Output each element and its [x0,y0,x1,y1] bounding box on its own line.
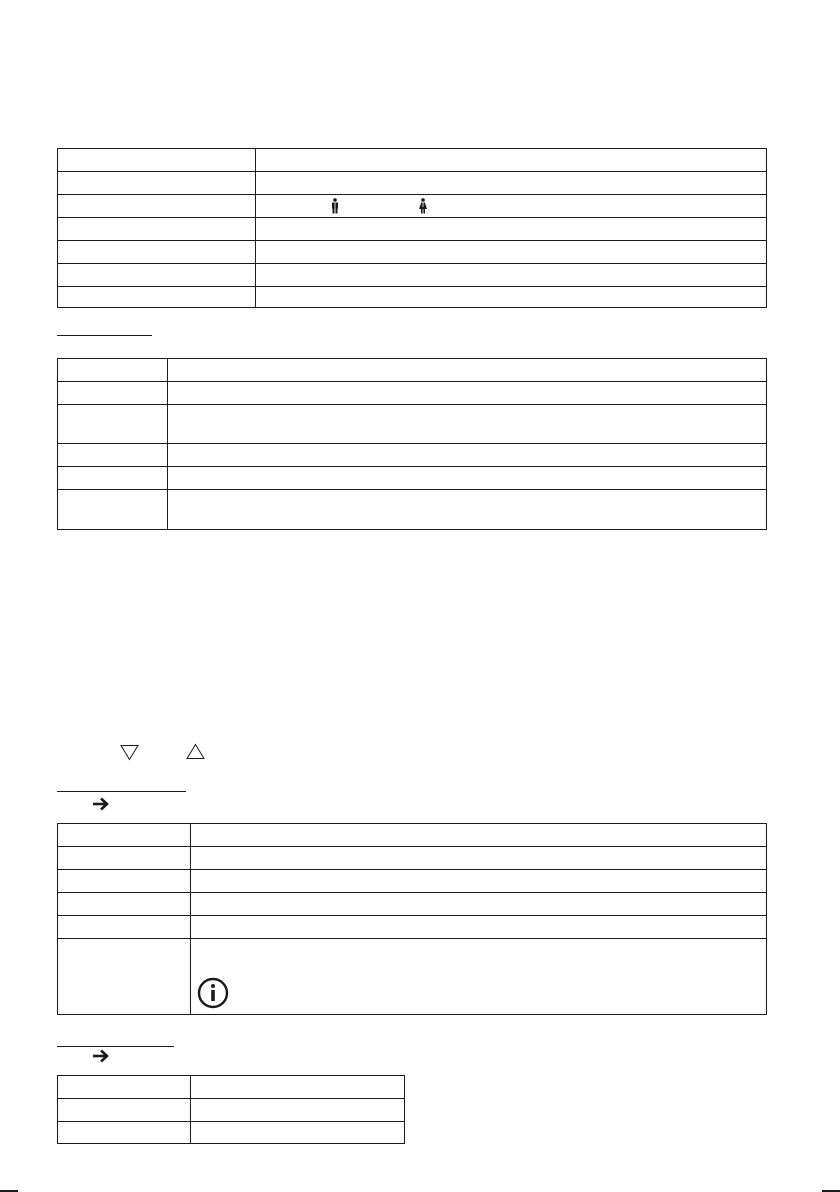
table-cell [58,893,191,916]
table-row [58,893,767,916]
table-cell [58,847,191,870]
table-row [58,195,767,218]
table-row [58,916,767,939]
table-row [58,382,767,405]
table-cell [58,359,168,382]
table-row [58,1122,405,1144]
table-row [58,287,767,308]
table-cell [168,490,767,530]
table-cell [256,287,767,308]
table-row [58,218,767,241]
table-cell [256,241,767,264]
table-row [58,444,767,467]
table-cell [58,1099,191,1122]
settings-table-4 [57,1075,405,1144]
table-cell [58,444,168,467]
table-cell [58,218,256,241]
settings-table-3 [57,823,767,1015]
table-cell [191,939,767,1015]
down-triangle-icon [120,744,139,761]
table-row [58,149,767,172]
table-row [58,405,767,444]
table-cell [58,1076,191,1099]
table-cell [191,1099,405,1122]
table-row [58,847,767,870]
table-row [58,359,767,382]
table-cell [256,218,767,241]
table-cell [256,172,767,195]
table-cell [58,916,191,939]
table-cell [58,490,168,530]
table-cell [191,916,767,939]
table-cell [58,939,191,1015]
table-cell [58,467,168,490]
table-row [58,490,767,530]
table-cell [58,241,256,264]
table-cell [58,172,256,195]
table-row [58,172,767,195]
table-row [58,870,767,893]
table-row [58,264,767,287]
male-figure-icon [330,198,340,214]
table-cell [168,467,767,490]
section-heading-underline [57,335,152,336]
table-cell [58,405,168,444]
table-cell [58,870,191,893]
settings-table-1 [57,148,767,308]
table-cell [58,264,256,287]
table-cell [168,405,767,444]
table-cell [191,1122,405,1144]
table-row [58,1076,405,1099]
right-arrow-icon [92,1049,110,1063]
table-cell [191,893,767,916]
right-arrow-icon [92,797,110,811]
section-heading-underline [57,1046,174,1047]
table-cell [256,195,767,218]
table-cell [191,824,767,847]
table-cell [191,1076,405,1099]
table-row [58,1099,405,1122]
table-cell [191,870,767,893]
table-cell [168,444,767,467]
up-triangle-icon [186,743,205,760]
female-figure-icon [418,198,428,214]
table-cell [191,847,767,870]
table-cell [58,1122,191,1144]
info-circle-icon [197,977,229,1009]
table-row [58,467,767,490]
table-cell [58,149,256,172]
table-cell [58,824,191,847]
table-cell [256,264,767,287]
table-cell [168,359,767,382]
table-cell [168,382,767,405]
table-row [58,241,767,264]
table-cell [58,195,256,218]
table-cell [256,149,767,172]
settings-table-2 [57,358,767,530]
section-heading-underline [57,791,186,792]
table-cell [58,287,256,308]
table-cell [58,382,168,405]
table-row [58,939,767,1015]
table-row [58,824,767,847]
